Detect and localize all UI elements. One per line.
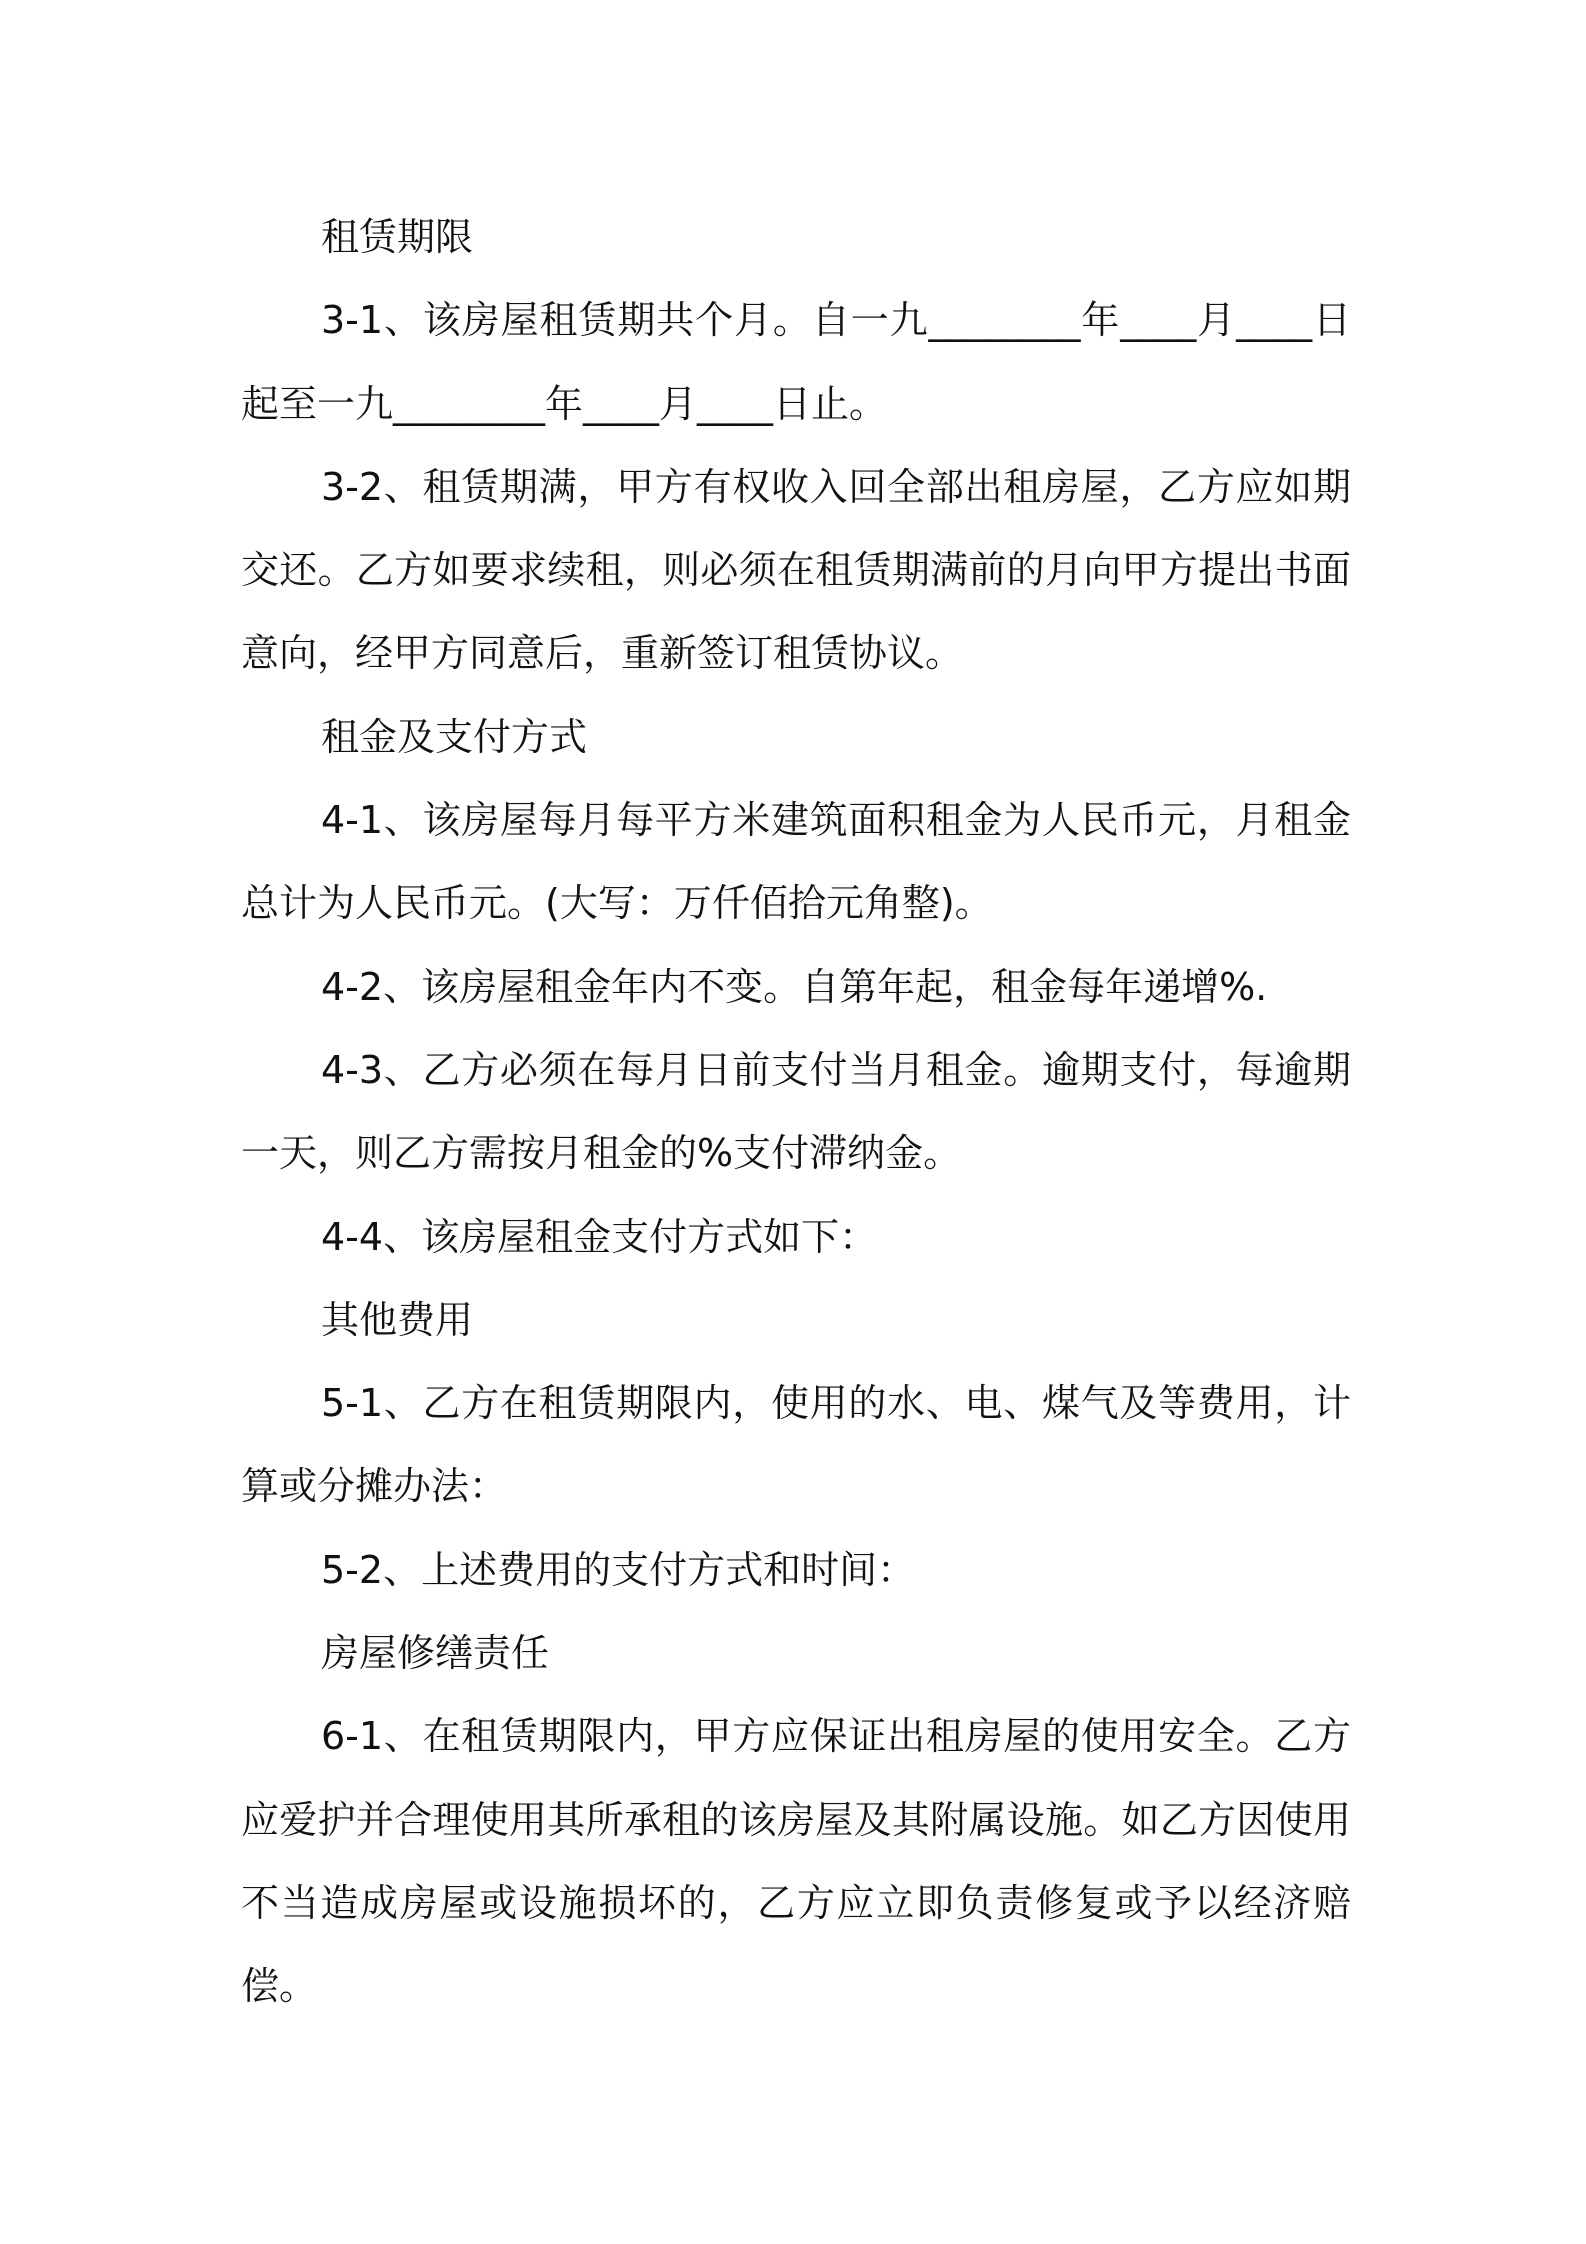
clause-3-1: 3-1、该房屋租赁期共个月。自一九________年____月____日起至一九________年____月____日止。 [241,298,1351,426]
clause-5-1: 5-1、乙方在租赁期限内，使用的水、电、煤气及等费用，计算或分摊办法： [241,1381,1351,1509]
clause-4-3: 4-3、乙方必须在每月日前支付当月租金。逾期支付，每逾期一天，则乙方需按月租金的%支付滞纳金。 [241,1047,1351,1176]
clause-4-1: 4-1、该房屋每月每平方米建筑面积租金为人民币元，月租金总计为人民币元。(大写：万仟佰拾元角整)。 [241,798,1351,926]
section-heading-repair-responsibility: 房屋修缮责任 [321,1631,550,1676]
document-body [241,196,1351,2029]
section-heading-lease-term: 租赁期限 [321,215,474,259]
clause-3-2: 3-2、租赁期满，甲方有权收入回全部出租房屋，乙方应如期交还。乙方如要求续租，则必须在租赁期满前的月向甲方提出书面意向，经甲方同意后，重新签订租赁协议。 [241,464,1351,676]
section-heading-other-fees: 其他费用 [321,1297,474,1342]
clause-6-1: 6-1、在租赁期限内，甲方应保证出租房屋的使用安全。乙方应爱护并合理使用其所承租的该房屋及其附属设施。如乙方因使用不当造成房屋或设施损坏的，乙方应立即负责修复或予以经济赔偿。 [241,1714,1351,2009]
clause-4-4: 4-4、该房屋租金支付方式如下： [321,1214,878,1259]
section-heading-rent-payment: 租金及支付方式 [321,714,588,759]
clause-5-2: 5-2、上述费用的支付方式和时间： [321,1547,916,1592]
clause-4-2: 4-2、该房屋租金年内不变。自第年起，租金每年递增%. [321,964,1268,1009]
